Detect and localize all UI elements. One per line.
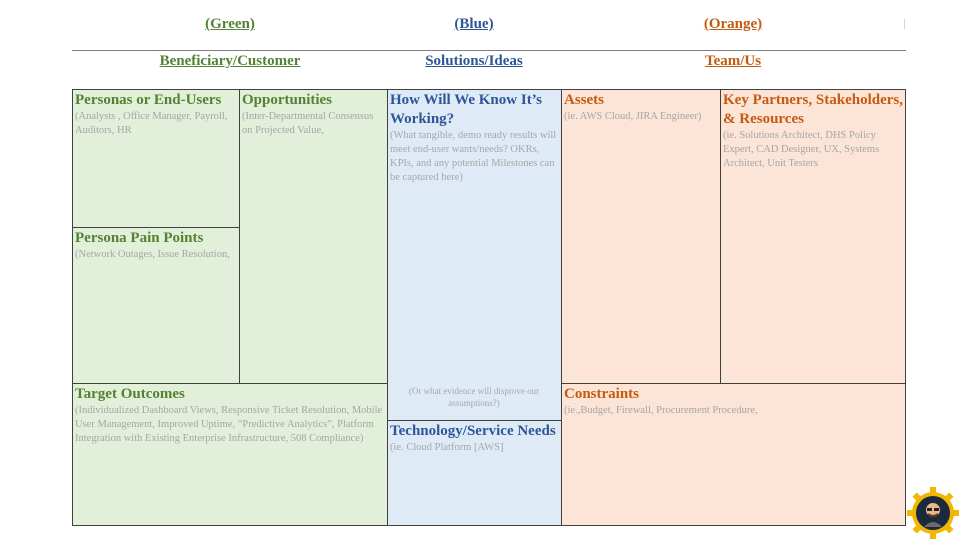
header-divider xyxy=(72,50,906,51)
how-know-title: How Will We Know It’s Working? xyxy=(390,92,542,127)
tech-needs-cell xyxy=(387,420,562,526)
partners-desc: (ie. Solutions Architect, DHS Policy Expert, CAD Designer, UX, Systems Architect, Unit Testers xyxy=(723,130,880,169)
pain-points-title: Persona Pain Points xyxy=(75,230,204,246)
pain-points-cell xyxy=(72,227,240,384)
solutions-header: Solutions/Ideas xyxy=(425,53,523,69)
partners-cell xyxy=(720,89,906,384)
personas-desc: (Analysts , Office Manager, Payroll, Auditors, HR xyxy=(75,111,228,136)
opportunities-cell xyxy=(239,89,388,384)
constraints-cell xyxy=(561,383,906,526)
gear-badge-logo-icon xyxy=(907,487,959,539)
header-tick xyxy=(904,19,905,29)
opportunities-title: Opportunities xyxy=(242,92,333,108)
green-header: (Green) xyxy=(205,16,255,32)
constraints-desc: (ie.,Budget, Firewall, Procurement Procedure, xyxy=(564,405,758,416)
assets-cell xyxy=(561,89,721,384)
opportunities-desc: (Inter-Departmental Consensus on Projected Value, xyxy=(242,111,374,136)
personas-cell xyxy=(72,89,240,228)
team-header: Team/Us xyxy=(704,53,762,69)
how-know-cell xyxy=(387,89,562,421)
blue-header: (Blue) xyxy=(454,16,494,32)
assets-desc: (ie. AWS Cloud, JIRA Engineer) xyxy=(564,111,702,122)
target-outcomes-cell xyxy=(72,383,388,526)
beneficiary-header: Beneficiary/Customer xyxy=(159,53,301,69)
constraints-title: Constraints xyxy=(564,386,640,402)
tech-needs-desc: (ie. Cloud Platform [AWS] xyxy=(390,442,504,453)
partners-title: Key Partners, Stakeholders, & Resources xyxy=(723,92,903,127)
disprove-note: (Or what evidence will disprove our assumptions?) xyxy=(408,386,540,408)
pain-points-desc: (Network Outages, Issue Resolution, xyxy=(75,249,230,260)
how-know-desc: (What tangible, demo ready results will meet end-user wants/needs? OKRs, KPIs, and any potential Milestones can be captured here) xyxy=(390,130,557,183)
orange-header: (Orange) xyxy=(703,16,763,32)
assets-title: Assets xyxy=(564,92,604,108)
tech-needs-title: Technology/Service Needs xyxy=(390,423,556,439)
target-outcomes-title: Target Outcomes xyxy=(75,386,185,402)
personas-title: Personas or End-Users xyxy=(75,92,222,108)
target-outcomes-desc: (Individualized Dashboard Views, Responsive Ticket Resolution, Mobile User Management, Improved Uptime, “Predictive Analytics”, Platform Integration with Existing Enterprise Infrastructure, 508 Compliance) xyxy=(75,405,383,444)
